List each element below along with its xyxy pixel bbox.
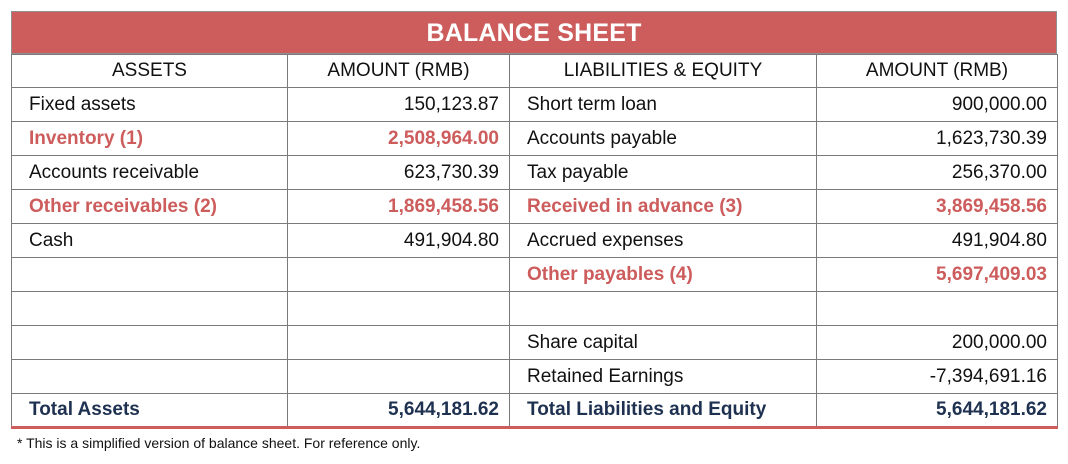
asset-label: Cash: [12, 224, 288, 258]
balance-table: [11, 54, 1058, 429]
liability-amount: 900,000.00: [817, 88, 1058, 122]
sheet-title: BALANCE SHEET: [11, 11, 1057, 54]
table-row: [12, 122, 1058, 156]
total-assets-label: Total Assets: [12, 394, 288, 428]
assets-header: ASSETS: [12, 55, 288, 88]
table-row: [12, 190, 1058, 224]
asset-label: Fixed assets: [12, 88, 288, 122]
asset-amount: 1,869,458.56: [288, 190, 510, 224]
asset-label: [12, 292, 288, 326]
asset-amount: 491,904.80: [288, 224, 510, 258]
balance-sheet: [11, 11, 1057, 429]
asset-amount: [288, 258, 510, 292]
liability-amount: 3,869,458.56: [817, 190, 1058, 224]
asset-label: Accounts receivable: [12, 156, 288, 190]
asset-label: Other receivables (2): [12, 190, 288, 224]
asset-amount: 623,730.39: [288, 156, 510, 190]
liability-label: Tax payable: [510, 156, 817, 190]
liability-amount: 1,623,730.39: [817, 122, 1058, 156]
table-row: [12, 224, 1058, 258]
liability-amount: 256,370.00: [817, 156, 1058, 190]
asset-label: [12, 360, 288, 394]
table-row: [12, 88, 1058, 122]
liability-label: Share capital: [510, 326, 817, 360]
header-row: [12, 55, 1058, 88]
liability-amount: 5,697,409.03: [817, 258, 1058, 292]
liability-label: Short term loan: [510, 88, 817, 122]
asset-amount: 150,123.87: [288, 88, 510, 122]
asset-amount: [288, 326, 510, 360]
asset-amount: [288, 360, 510, 394]
liability-label: Other payables (4): [510, 258, 817, 292]
table-row: [12, 292, 1058, 326]
liability-label: Accrued expenses: [510, 224, 817, 258]
liabilities-header: LIABILITIES & EQUITY: [510, 55, 817, 88]
asset-label: Inventory (1): [12, 122, 288, 156]
total-liabilities-label: Total Liabilities and Equity: [510, 394, 817, 428]
table-row: [12, 360, 1058, 394]
liability-label: [510, 292, 817, 326]
liability-amount: 491,904.80: [817, 224, 1058, 258]
asset-amount-header: AMOUNT (RMB): [288, 55, 510, 88]
table-row: [12, 326, 1058, 360]
asset-label: [12, 258, 288, 292]
total-liabilities-amount: 5,644,181.62: [817, 394, 1058, 428]
liability-amount: 200,000.00: [817, 326, 1058, 360]
asset-amount: 2,508,964.00: [288, 122, 510, 156]
asset-amount: [288, 292, 510, 326]
liability-amount-header: AMOUNT (RMB): [817, 55, 1058, 88]
liability-label: Received in advance (3): [510, 190, 817, 224]
liability-amount: -7,394,691.16: [817, 360, 1058, 394]
table-row: [12, 156, 1058, 190]
totals-row: [12, 394, 1058, 428]
table-row: [12, 258, 1058, 292]
liability-label: Retained Earnings: [510, 360, 817, 394]
liability-label: Accounts payable: [510, 122, 817, 156]
liability-amount: [817, 292, 1058, 326]
footnote: * This is a simplified version of balance sheet. For reference only.: [17, 435, 421, 451]
total-assets-amount: 5,644,181.62: [288, 394, 510, 428]
asset-label: [12, 326, 288, 360]
